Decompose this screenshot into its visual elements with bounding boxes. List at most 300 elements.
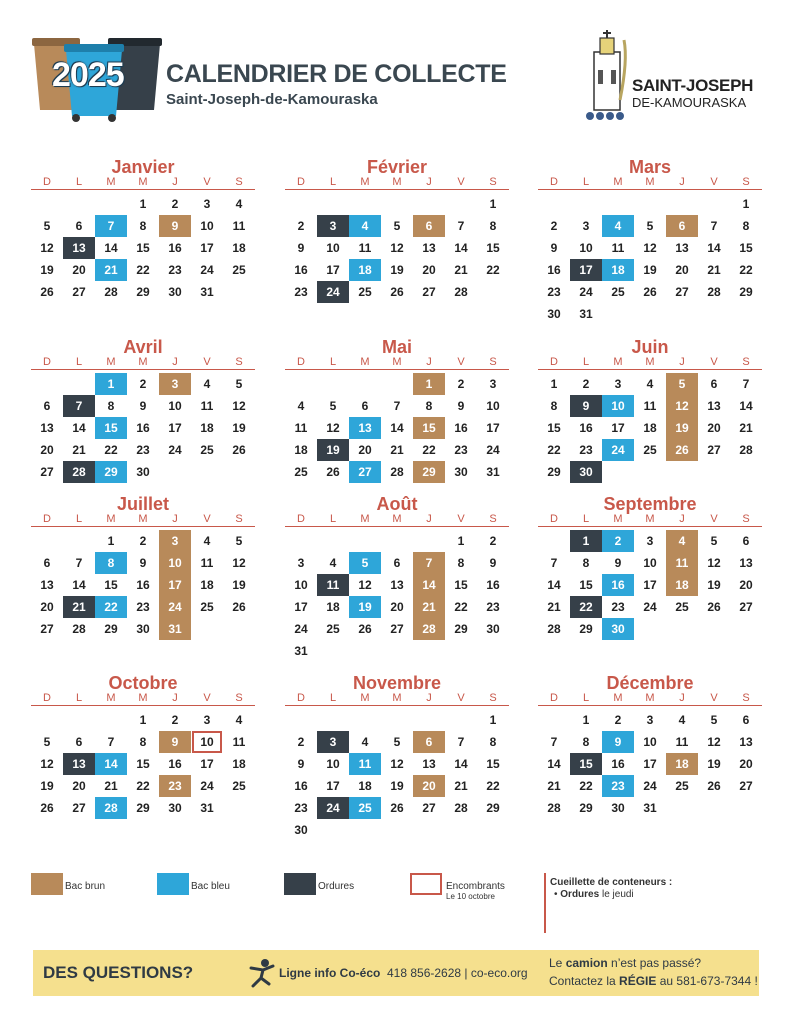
day-cell: 10 bbox=[643, 556, 657, 570]
day-cell: 20 bbox=[358, 443, 372, 457]
weekday-label: D bbox=[297, 356, 305, 368]
collection-day-bleu: 14 bbox=[95, 753, 127, 775]
day-cell: 26 bbox=[40, 801, 54, 815]
collection-day-ordures: 15 bbox=[570, 753, 602, 775]
day-cell: 11 bbox=[200, 399, 214, 413]
day-cell: 8 bbox=[425, 399, 433, 413]
day-cell: 25 bbox=[611, 285, 625, 299]
day-cell: 27 bbox=[707, 443, 721, 457]
month-name: Novembre bbox=[352, 673, 442, 693]
day-cell: 24 bbox=[294, 622, 308, 636]
day-cell: 15 bbox=[579, 578, 593, 592]
empty-day-cell bbox=[317, 709, 349, 731]
weekday-header bbox=[31, 513, 255, 527]
day-cell: 21 bbox=[739, 421, 753, 435]
day-cell: 15 bbox=[547, 421, 561, 435]
day-cell: 16 bbox=[294, 263, 308, 277]
day-cell: 2 bbox=[550, 219, 558, 233]
day-grid bbox=[538, 373, 762, 483]
empty-day-cell bbox=[63, 193, 95, 215]
collection-day-brun: 3 bbox=[159, 530, 191, 552]
day-cell: 1 bbox=[582, 713, 590, 727]
empty-day-cell bbox=[63, 709, 95, 731]
weekday-label: S bbox=[489, 692, 497, 704]
day-cell: 7 bbox=[107, 735, 115, 749]
month-name: Septembre bbox=[603, 494, 697, 514]
legend-brun-label: Bac brun bbox=[65, 881, 106, 892]
day-cell: 16 bbox=[547, 263, 561, 277]
empty-day-cell bbox=[413, 193, 445, 215]
day-cell: 27 bbox=[422, 285, 436, 299]
day-cell: 8 bbox=[139, 219, 147, 233]
day-cell: 31 bbox=[200, 801, 214, 815]
day-cell: 26 bbox=[358, 622, 372, 636]
weekday-label: S bbox=[489, 356, 497, 368]
day-cell: 28 bbox=[104, 285, 118, 299]
day-cell: 26 bbox=[707, 779, 721, 793]
weekday-label: M bbox=[106, 513, 116, 525]
day-cell: 11 bbox=[358, 241, 372, 255]
collection-day-brun: 23 bbox=[159, 775, 191, 797]
day-cell: 15 bbox=[104, 578, 118, 592]
day-cell: 25 bbox=[232, 263, 246, 277]
day-cell: 6 bbox=[393, 556, 401, 570]
day-cell: 18 bbox=[643, 421, 657, 435]
day-cell: 14 bbox=[547, 578, 561, 592]
weekday-label: V bbox=[203, 513, 211, 525]
collection-day-bleu: 29 bbox=[95, 461, 127, 483]
weekday-label: L bbox=[582, 692, 590, 704]
day-cell: 4 bbox=[203, 377, 211, 391]
day-cell: 8 bbox=[489, 219, 497, 233]
day-grid bbox=[285, 373, 509, 483]
day-cell: 10 bbox=[643, 735, 657, 749]
weekday-label: D bbox=[550, 513, 558, 525]
collection-day-ordures: 17 bbox=[570, 259, 602, 281]
day-cell: 10 bbox=[579, 241, 593, 255]
weekday-label: J bbox=[426, 356, 432, 368]
day-cell: 29 bbox=[579, 622, 593, 636]
day-cell: 18 bbox=[200, 421, 214, 435]
legend-ordures-swatch bbox=[284, 873, 316, 895]
weekday-label: J bbox=[172, 692, 178, 704]
collection-day-ordures: 13 bbox=[63, 753, 95, 775]
day-cell: 16 bbox=[294, 779, 308, 793]
empty-day-cell bbox=[31, 530, 63, 552]
day-cell: 1 bbox=[139, 197, 147, 211]
weekday-header bbox=[31, 692, 255, 706]
month-7 bbox=[31, 495, 255, 640]
weekday-label: M bbox=[360, 692, 370, 704]
weekday-label: M bbox=[392, 692, 402, 704]
weekday-header bbox=[538, 513, 762, 527]
day-grid bbox=[285, 530, 509, 662]
day-cell: 21 bbox=[72, 443, 86, 457]
weekday-label: M bbox=[645, 176, 655, 188]
day-cell: 24 bbox=[168, 443, 182, 457]
weekday-label: V bbox=[203, 356, 211, 368]
legend-ordures-label: Ordures bbox=[318, 881, 355, 892]
empty-day-cell bbox=[698, 193, 730, 215]
day-cell: 23 bbox=[579, 443, 593, 457]
month-9 bbox=[538, 495, 762, 640]
weekday-label: D bbox=[43, 356, 51, 368]
collection-day-bleu: 18 bbox=[602, 259, 634, 281]
day-cell: 13 bbox=[40, 421, 54, 435]
collection-day-bleu: 2 bbox=[602, 530, 634, 552]
day-cell: 10 bbox=[200, 219, 214, 233]
day-cell: 25 bbox=[643, 443, 657, 457]
day-cell: 23 bbox=[454, 443, 468, 457]
day-cell: 25 bbox=[675, 600, 689, 614]
day-cell: 16 bbox=[136, 421, 150, 435]
weekday-label: J bbox=[426, 692, 432, 704]
weekday-header bbox=[285, 176, 509, 190]
day-cell: 24 bbox=[643, 600, 657, 614]
collection-day-encombrants: 10 bbox=[192, 731, 222, 753]
weekday-label: M bbox=[360, 176, 370, 188]
day-cell: 23 bbox=[486, 600, 500, 614]
footer-line-1-c: n’est pas passé? bbox=[607, 956, 702, 970]
day-cell: 14 bbox=[454, 757, 468, 771]
day-cell: 29 bbox=[547, 465, 561, 479]
collection-day-brun: 6 bbox=[413, 731, 445, 753]
weekday-label: D bbox=[43, 176, 51, 188]
day-cell: 26 bbox=[40, 285, 54, 299]
day-cell: 13 bbox=[40, 578, 54, 592]
day-cell: 21 bbox=[454, 263, 468, 277]
legend-encombrants-date: Le 10 octobre bbox=[446, 892, 495, 901]
weekday-label: J bbox=[679, 692, 685, 704]
collection-day-brun: 20 bbox=[413, 775, 445, 797]
empty-day-cell bbox=[602, 193, 634, 215]
collection-day-brun: 10 bbox=[159, 552, 191, 574]
day-cell: 19 bbox=[232, 578, 246, 592]
empty-day-cell bbox=[31, 709, 63, 731]
day-cell: 3 bbox=[203, 197, 211, 211]
month-name: Janvier bbox=[111, 157, 175, 177]
day-cell: 5 bbox=[646, 219, 654, 233]
empty-day-cell bbox=[349, 709, 381, 731]
day-cell: 4 bbox=[329, 556, 337, 570]
day-cell: 28 bbox=[547, 622, 561, 636]
month-name: Février bbox=[366, 157, 428, 177]
day-cell: 7 bbox=[393, 399, 401, 413]
day-cell: 24 bbox=[579, 285, 593, 299]
day-cell: 6 bbox=[43, 556, 51, 570]
day-cell: 13 bbox=[390, 578, 404, 592]
day-cell: 8 bbox=[582, 735, 590, 749]
day-cell: 13 bbox=[422, 757, 436, 771]
day-cell: 27 bbox=[422, 801, 436, 815]
empty-day-cell bbox=[285, 709, 317, 731]
day-cell: 27 bbox=[739, 600, 753, 614]
collection-day-bleu: 4 bbox=[602, 215, 634, 237]
empty-day-cell bbox=[445, 193, 477, 215]
collection-day-brun: 9 bbox=[159, 731, 191, 753]
day-cell: 23 bbox=[611, 600, 625, 614]
weekday-label: M bbox=[138, 176, 148, 188]
day-cell: 1 bbox=[107, 534, 115, 548]
weekday-label: M bbox=[138, 692, 148, 704]
day-cell: 21 bbox=[390, 443, 404, 457]
day-cell: 6 bbox=[75, 735, 83, 749]
header bbox=[0, 0, 791, 140]
day-cell: 15 bbox=[486, 241, 500, 255]
collection-day-brun: 3 bbox=[159, 373, 191, 395]
collection-day-brun: 29 bbox=[413, 461, 445, 483]
day-grid bbox=[538, 530, 762, 640]
collection-day-ordures: 9 bbox=[570, 395, 602, 417]
day-cell: 15 bbox=[739, 241, 753, 255]
weekday-header bbox=[538, 176, 762, 190]
day-cell: 21 bbox=[547, 779, 561, 793]
day-cell: 7 bbox=[75, 556, 83, 570]
weekday-label: V bbox=[457, 692, 465, 704]
cueillette-title: Cueillette de conteneurs : bbox=[550, 877, 673, 888]
day-cell: 12 bbox=[707, 735, 721, 749]
weekday-label: S bbox=[235, 176, 243, 188]
day-cell: 4 bbox=[646, 377, 654, 391]
weekday-label: D bbox=[550, 356, 558, 368]
weekday-label: M bbox=[613, 176, 623, 188]
day-cell: 22 bbox=[739, 263, 753, 277]
page-title: CALENDRIER DE COLLECTE bbox=[166, 60, 507, 88]
collection-day-bleu: 18 bbox=[349, 259, 381, 281]
day-cell: 24 bbox=[643, 779, 657, 793]
day-cell: 18 bbox=[358, 779, 372, 793]
empty-day-cell bbox=[285, 373, 317, 395]
collection-day-bleu: 27 bbox=[349, 461, 381, 483]
day-cell: 19 bbox=[40, 779, 54, 793]
empty-day-cell bbox=[95, 709, 127, 731]
day-cell: 17 bbox=[168, 421, 182, 435]
day-cell: 13 bbox=[675, 241, 689, 255]
day-cell: 6 bbox=[75, 219, 83, 233]
collection-day-ordures: 30 bbox=[570, 461, 602, 483]
collection-day-ordures: 22 bbox=[570, 596, 602, 618]
weekday-label: M bbox=[392, 513, 402, 525]
footer-line-1 bbox=[549, 956, 701, 970]
logo-subname: DE-KAMOURASKA bbox=[632, 95, 747, 110]
collection-day-bleu: 4 bbox=[349, 215, 381, 237]
day-grid bbox=[31, 373, 255, 483]
day-cell: 24 bbox=[200, 779, 214, 793]
collection-day-ordures: 28 bbox=[63, 461, 95, 483]
day-cell: 12 bbox=[40, 241, 54, 255]
day-cell: 5 bbox=[43, 219, 51, 233]
month-3 bbox=[538, 158, 762, 325]
day-cell: 30 bbox=[136, 622, 150, 636]
collection-day-ordures: 7 bbox=[63, 395, 95, 417]
collection-day-brun: 9 bbox=[159, 215, 191, 237]
day-cell: 17 bbox=[611, 421, 625, 435]
collection-day-brun: 31 bbox=[159, 618, 191, 640]
weekday-label: M bbox=[138, 356, 148, 368]
day-cell: 28 bbox=[739, 443, 753, 457]
collection-day-brun: 6 bbox=[413, 215, 445, 237]
collection-day-brun: 17 bbox=[159, 574, 191, 596]
collection-day-brun: 26 bbox=[666, 439, 698, 461]
day-cell: 9 bbox=[614, 556, 622, 570]
day-cell: 22 bbox=[454, 600, 468, 614]
day-cell: 7 bbox=[457, 735, 465, 749]
day-cell: 4 bbox=[678, 713, 686, 727]
footer-info-line bbox=[279, 966, 528, 980]
day-cell: 16 bbox=[136, 578, 150, 592]
cueillette-item-bold: Ordures bbox=[560, 889, 600, 900]
month-name: Août bbox=[376, 494, 418, 514]
collection-day-bleu: 16 bbox=[602, 574, 634, 596]
day-cell: 1 bbox=[550, 377, 558, 391]
day-cell: 10 bbox=[486, 399, 500, 413]
day-cell: 31 bbox=[486, 465, 500, 479]
day-cell: 27 bbox=[739, 779, 753, 793]
day-cell: 6 bbox=[361, 399, 369, 413]
footer-line-1-a: Le bbox=[549, 956, 566, 970]
weekday-label: D bbox=[297, 513, 305, 525]
weekday-label: L bbox=[329, 692, 337, 704]
weekday-label: J bbox=[426, 176, 432, 188]
day-cell: 21 bbox=[707, 263, 721, 277]
day-cell: 29 bbox=[104, 622, 118, 636]
collection-day-brun: 15 bbox=[413, 417, 445, 439]
day-cell: 14 bbox=[547, 757, 561, 771]
weekday-header bbox=[31, 176, 255, 190]
day-cell: 12 bbox=[390, 241, 404, 255]
cueillette-item-rest: le jeudi bbox=[601, 889, 634, 900]
collection-day-ordures: 24 bbox=[317, 797, 349, 819]
day-cell: 31 bbox=[579, 307, 593, 321]
month-name: Mars bbox=[628, 157, 672, 177]
day-cell: 3 bbox=[646, 534, 654, 548]
empty-day-cell bbox=[63, 530, 95, 552]
day-cell: 10 bbox=[294, 578, 308, 592]
day-cell: 26 bbox=[232, 443, 246, 457]
day-cell: 4 bbox=[361, 735, 369, 749]
day-cell: 3 bbox=[203, 713, 211, 727]
day-cell: 1 bbox=[742, 197, 750, 211]
day-cell: 4 bbox=[203, 534, 211, 548]
day-cell: 9 bbox=[297, 241, 305, 255]
weekday-label: J bbox=[172, 356, 178, 368]
day-cell: 29 bbox=[136, 801, 150, 815]
day-cell: 21 bbox=[454, 779, 468, 793]
day-cell: 30 bbox=[294, 823, 308, 837]
day-cell: 20 bbox=[40, 600, 54, 614]
weekday-label: D bbox=[297, 692, 305, 704]
weekday-label: J bbox=[679, 356, 685, 368]
weekday-label: V bbox=[457, 356, 465, 368]
day-cell: 3 bbox=[646, 713, 654, 727]
day-cell: 14 bbox=[707, 241, 721, 255]
day-cell: 11 bbox=[200, 556, 214, 570]
weekday-label: J bbox=[172, 176, 178, 188]
day-cell: 26 bbox=[232, 600, 246, 614]
empty-day-cell bbox=[31, 373, 63, 395]
legend-bleu-swatch bbox=[157, 873, 189, 895]
day-cell: 4 bbox=[235, 713, 243, 727]
day-cell: 14 bbox=[72, 421, 86, 435]
day-cell: 25 bbox=[358, 285, 372, 299]
day-cell: 15 bbox=[454, 578, 468, 592]
footer-line-2 bbox=[549, 974, 758, 988]
empty-day-cell bbox=[285, 530, 317, 552]
day-cell: 20 bbox=[40, 443, 54, 457]
day-cell: 15 bbox=[486, 757, 500, 771]
weekday-label: S bbox=[235, 692, 243, 704]
day-cell: 17 bbox=[643, 757, 657, 771]
day-cell: 26 bbox=[643, 285, 657, 299]
day-cell: 27 bbox=[72, 285, 86, 299]
day-cell: 16 bbox=[168, 241, 182, 255]
day-cell: 16 bbox=[486, 578, 500, 592]
day-cell: 26 bbox=[326, 465, 340, 479]
day-cell: 19 bbox=[643, 263, 657, 277]
collection-day-brun: 21 bbox=[413, 596, 445, 618]
collection-day-bleu: 22 bbox=[95, 596, 127, 618]
weekday-header bbox=[285, 692, 509, 706]
day-cell: 5 bbox=[393, 735, 401, 749]
day-grid bbox=[538, 709, 762, 819]
day-cell: 5 bbox=[393, 219, 401, 233]
collection-day-bleu: 21 bbox=[95, 259, 127, 281]
footer-question: DES QUESTIONS? bbox=[43, 963, 194, 982]
day-cell: 11 bbox=[232, 735, 246, 749]
collection-day-bleu: 24 bbox=[602, 439, 634, 461]
day-cell: 8 bbox=[107, 399, 115, 413]
day-cell: 11 bbox=[643, 399, 657, 413]
day-cell: 21 bbox=[104, 779, 118, 793]
month-name: Octobre bbox=[108, 673, 178, 693]
collection-day-bleu: 1 bbox=[95, 373, 127, 395]
day-cell: 12 bbox=[358, 578, 372, 592]
day-cell: 19 bbox=[40, 263, 54, 277]
collection-day-ordures: 24 bbox=[317, 281, 349, 303]
day-cell: 1 bbox=[457, 534, 465, 548]
day-cell: 16 bbox=[168, 757, 182, 771]
collection-day-bleu: 30 bbox=[602, 618, 634, 640]
weekday-label: M bbox=[106, 356, 116, 368]
day-cell: 25 bbox=[294, 465, 308, 479]
weekday-header bbox=[31, 356, 255, 370]
collection-day-brun: 12 bbox=[666, 395, 698, 417]
collection-day-bleu: 8 bbox=[95, 552, 127, 574]
weekday-label: J bbox=[679, 176, 685, 188]
person-jumping-icon bbox=[247, 958, 277, 988]
month-10 bbox=[31, 674, 255, 819]
day-cell: 19 bbox=[390, 779, 404, 793]
day-cell: 8 bbox=[550, 399, 558, 413]
day-cell: 8 bbox=[489, 735, 497, 749]
day-cell: 19 bbox=[707, 578, 721, 592]
weekday-label: V bbox=[203, 176, 211, 188]
day-cell: 5 bbox=[43, 735, 51, 749]
month-name: Juin bbox=[631, 337, 669, 357]
day-cell: 3 bbox=[489, 377, 497, 391]
collection-day-brun: 14 bbox=[413, 574, 445, 596]
month-12 bbox=[538, 674, 762, 819]
weekday-label: L bbox=[75, 356, 83, 368]
day-cell: 14 bbox=[454, 241, 468, 255]
empty-day-cell bbox=[317, 373, 349, 395]
empty-day-cell bbox=[381, 193, 413, 215]
day-cell: 30 bbox=[547, 307, 561, 321]
weekday-label: J bbox=[426, 513, 432, 525]
cueillette-divider bbox=[544, 873, 546, 933]
day-cell: 28 bbox=[547, 801, 561, 815]
empty-day-cell bbox=[317, 530, 349, 552]
